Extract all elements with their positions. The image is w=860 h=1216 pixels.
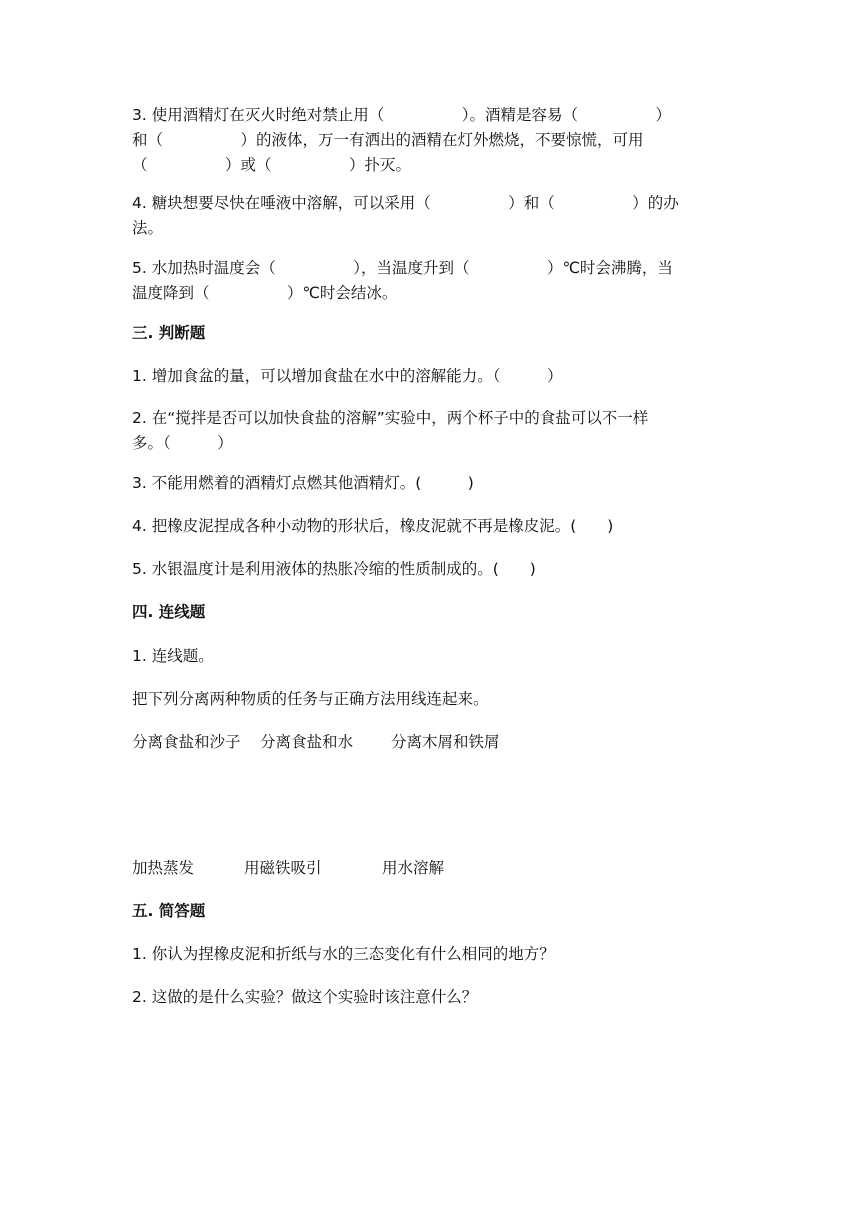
section-heading-judgement: 三. 判断题 — [132, 324, 206, 342]
fill-in-question-3 — [132, 103, 724, 178]
judgement-question-4 — [132, 514, 724, 539]
matching-instruction-text: 把下列分离两种物质的任务与正确方法用线连起来。 — [132, 690, 489, 708]
judgement-question-2-line-2: 多。（ ） — [132, 434, 233, 452]
short-answer-question-2-text: 2. 这做的是什么实验？做这个实验时该注意什么？ — [132, 988, 478, 1006]
section-heading-matching: 四. 连线题 — [132, 603, 206, 621]
fill-in-question-3-line-1: 3. 使用酒精灯在灭火时绝对禁止用（ ）。酒精是容易（ ） — [132, 106, 671, 124]
short-answer-question-1 — [132, 942, 724, 967]
fill-in-question-4-line-2: 法。 — [132, 219, 164, 237]
judgement-question-2 — [132, 406, 724, 456]
judgement-question-5-text: 5. 水银温度计是利用液体的热胀冷缩的性质制成的。( ) — [132, 560, 536, 578]
short-answer-question-1-text: 1. 你认为捏橡皮泥和折纸与水的三态变化有什么相同的地方？ — [132, 945, 555, 963]
matching-question-1-text: 1. 连线题。 — [132, 647, 214, 665]
judgement-question-3-text: 3. 不能用燃着的酒精灯点燃其他酒精灯。( ) — [132, 474, 474, 492]
judgement-question-1-text: 1. 增加食盆的量，可以增加食盐在水中的溶解能力。（ ） — [132, 367, 563, 385]
matching-method-2: 用磁铁吸引 — [244, 859, 322, 877]
judgement-question-2-line-1: 2. 在“搅拌是否可以加快食盐的溶解”实验中，两个杯子中的食盐可以不一样 — [132, 409, 649, 427]
fill-in-question-3-line-2: 和（ ）的液体，万一有洒出的酒精在灯外燃烧，不要惊慌，可用 — [132, 131, 644, 149]
fill-in-question-4 — [132, 191, 724, 241]
judgement-question-3 — [132, 471, 724, 496]
section-heading-short-answer: 五. 简答题 — [132, 902, 206, 920]
matching-method-3: 用水溶解 — [382, 859, 445, 877]
matching-instruction — [132, 687, 724, 712]
matching-task-2: 分离食盐和水 — [260, 733, 354, 751]
matching-method-1: 加热蒸发 — [132, 859, 195, 877]
judgement-question-5 — [132, 557, 724, 582]
short-answer-question-2 — [132, 985, 724, 1010]
matching-task-3: 分离木屑和铁屑 — [391, 733, 500, 751]
fill-in-question-4-line-1: 4. 糖块想要尽快在唾液中溶解，可以采用（ ）和（ ）的办 — [132, 194, 679, 212]
judgement-question-4-text: 4. 把橡皮泥捏成各种小动物的形状后，橡皮泥就不再是橡皮泥。( ) — [132, 517, 614, 535]
fill-in-question-5-line-1: 5. 水加热时温度会（ ），当温度升到（ ）℃时会沸腾，当 — [132, 259, 673, 277]
matching-task-1: 分离食盐和沙子 — [132, 733, 241, 751]
fill-in-question-5-line-2: 温度降到（ ）℃时会结冰。 — [132, 284, 398, 302]
matching-question-1 — [132, 644, 724, 669]
fill-in-question-3-line-3: （ ）或（ ）扑灭。 — [132, 156, 412, 174]
fill-in-question-5 — [132, 256, 724, 306]
judgement-question-1 — [132, 364, 724, 389]
